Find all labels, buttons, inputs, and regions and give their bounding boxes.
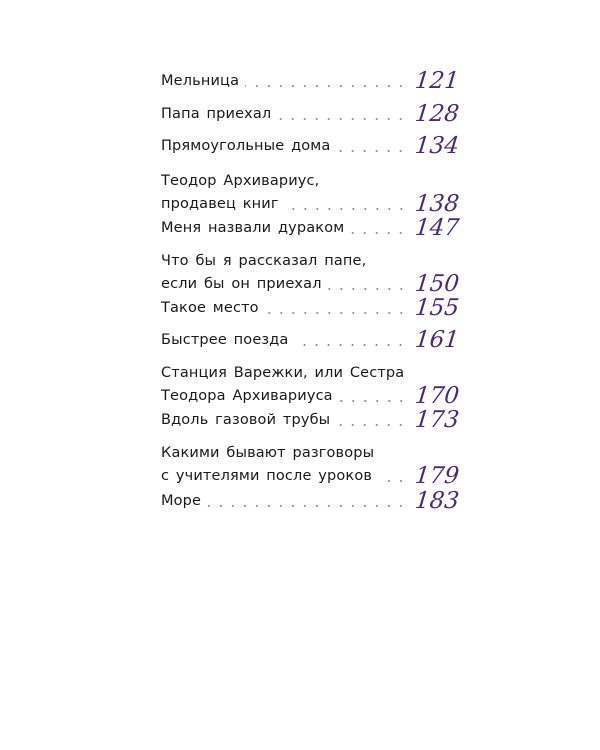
toc-entry [161, 297, 459, 320]
toc-page-number: 161 [413, 327, 461, 353]
toc-page-number: 155 [413, 295, 461, 321]
toc-entry-line [161, 217, 459, 240]
dot-leader [378, 465, 407, 488]
toc-entry-line [161, 70, 459, 93]
toc-page-number: 170 [413, 383, 461, 409]
toc-entry-title: Такое место [161, 300, 259, 316]
toc-entry [161, 329, 459, 352]
toc-entry-title: Теодора Архивариуса [161, 388, 333, 404]
dot-leader [285, 193, 407, 216]
toc-page-number: 173 [413, 407, 461, 433]
toc-entry [161, 490, 459, 513]
toc-page-number: 134 [413, 133, 461, 159]
toc-entry-line [161, 442, 459, 465]
toc-entry [161, 250, 459, 296]
toc-entry-line [161, 362, 459, 385]
toc-entry-line [161, 490, 459, 513]
dot-leader [328, 273, 407, 296]
toc-entry-line [161, 385, 459, 408]
dot-leader [336, 409, 407, 432]
toc-entry [161, 409, 459, 432]
toc-entry-title: продавец книг [161, 196, 279, 212]
toc-entry-title: Быстрее поезда [161, 332, 289, 348]
dot-leader [294, 329, 407, 352]
toc-entry [161, 442, 459, 488]
toc-entry-line [161, 170, 459, 193]
toc-entry-line [161, 273, 459, 296]
toc-entry [161, 217, 459, 240]
dot-leader [350, 217, 407, 240]
toc-entry [161, 135, 459, 158]
toc-entry-line [161, 135, 459, 158]
toc-entry-line [161, 103, 459, 126]
toc-entry [161, 70, 459, 93]
toc-page-number: 150 [413, 271, 461, 297]
toc-page-number: 138 [413, 191, 461, 217]
toc-page-number: 121 [413, 68, 461, 94]
toc-entry-title: Станция Варежки, или Сестра [161, 365, 405, 381]
dot-leader [277, 103, 407, 126]
toc-entry-line [161, 250, 459, 273]
toc-entry-title: если бы он приехал [161, 276, 322, 292]
toc-entry [161, 362, 459, 408]
toc-entry-title: Вдоль газовой трубы [161, 412, 331, 428]
toc-entry-line [161, 465, 459, 488]
dot-leader [245, 70, 407, 93]
dot-leader [265, 297, 407, 320]
toc-entry-title: Какими бывают разговоры [161, 445, 375, 461]
toc-page-number: 128 [413, 101, 461, 127]
toc-entry-title: Теодор Архивариус, [161, 173, 320, 189]
toc-entry-title: Прямоугольные дома [161, 138, 331, 154]
toc-entry-title: Что бы я рассказал папе, [161, 253, 367, 269]
toc-entry-title: с учителями после уроков [161, 468, 373, 484]
dot-leader [207, 490, 407, 513]
toc-entry-title: Мельница [161, 73, 240, 89]
toc-entry-line [161, 193, 459, 216]
toc-entry-title: Меня назвали дураком [161, 220, 345, 236]
toc-entry-line [161, 329, 459, 352]
toc-entry-title: Папа приехал [161, 106, 272, 122]
toc-page-number: 147 [413, 215, 461, 241]
toc-page-number: 179 [413, 463, 461, 489]
toc-entry-line [161, 297, 459, 320]
toc-entry-title: Море [161, 493, 202, 509]
toc-entry-line [161, 409, 459, 432]
toc-page-number: 183 [413, 488, 461, 514]
dot-leader [339, 385, 407, 408]
dot-leader [336, 135, 407, 158]
toc-entry [161, 170, 459, 216]
toc-entry [161, 103, 459, 126]
